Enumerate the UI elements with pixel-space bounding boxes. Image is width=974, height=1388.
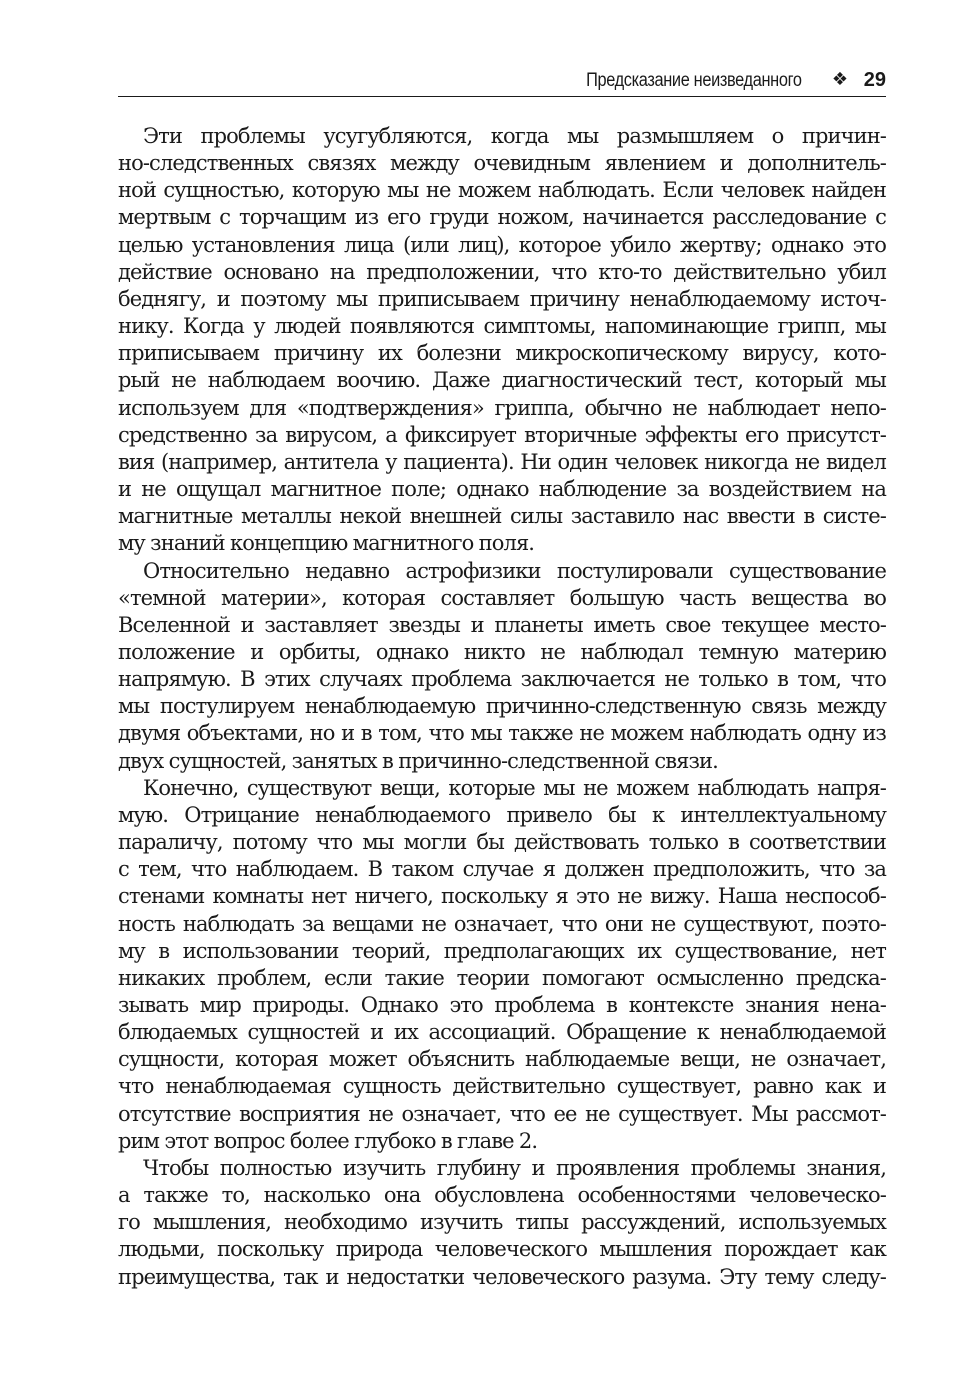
text-line: сущности, которая может объяснить наблюдаемые вещи, не означает,	[118, 1047, 886, 1072]
text-line: рим этот вопрос более глубоко в главе 2.	[118, 1128, 538, 1153]
body-text	[118, 123, 886, 1291]
text-line: ной сущностью, которую мы не можем наблюдать. Если человек найден	[118, 178, 886, 203]
text-line: стенами комнаты нет ничего, поскольку я это не вижу. Наша неспособ-	[118, 884, 886, 909]
text-line: Относительно недавно астрофизики постулировали существование	[143, 558, 886, 583]
text-line: му знаний концепцию магнитного поля.	[118, 531, 535, 556]
text-line: что ненаблюдаемая сущность действительно существует, равно как и	[118, 1074, 886, 1099]
text-line: ность наблюдать за вещами не означает, что они не существуют, поэто-	[118, 911, 886, 936]
ornament-icon: ❖	[831, 69, 848, 89]
text-line: вия (например, антитела у пациента). Ни один человек никогда не видел	[118, 449, 886, 474]
paragraph	[118, 123, 886, 558]
text-line: нику. Когда у людей появляются симптомы, напоминающие грипп, мы	[118, 314, 886, 339]
text-line: Вселенной и заставляет звезды и планеты иметь свое текущее место-	[118, 612, 886, 637]
text-line: и не ощущал магнитное поле; однако наблюдение за воздействием на	[118, 477, 886, 502]
running-title: Предсказание неизведанного	[586, 70, 802, 91]
text-line: двух сущностей, занятых в причинно-следственной связи.	[118, 748, 718, 773]
page-number: 29	[863, 69, 886, 91]
text-line: мую. Отрицание ненаблюдаемого привело бы к интеллектуальному	[118, 802, 886, 827]
text-line: а также то, насколько она обусловлена особенностями человеческо-	[118, 1183, 886, 1208]
paragraph	[118, 775, 886, 1155]
text-line: действие основано на предположении, что кто-то действительно убил	[118, 259, 886, 284]
text-line: Конечно, существуют вещи, которые мы не можем наблюдать напря-	[143, 775, 886, 800]
text-line: положение и орбиты, однако никто не наблюдал темную материю	[118, 639, 886, 664]
text-line: параличу, потому что мы могли бы действовать только в соответствии	[118, 830, 886, 855]
text-line: мы постулируем ненаблюдаемую причинно-следственную связь между	[118, 694, 886, 719]
text-line: отсутствие восприятия не означает, что ее не существует. Мы рассмот-	[118, 1101, 886, 1126]
paragraph	[118, 558, 886, 775]
text-line: приписываем причину их болезни микроскопическому вирусу, кото-	[118, 341, 886, 366]
text-line: используем для «подтверждения» гриппа, обычно не наблюдает непо-	[118, 395, 886, 420]
text-line: магнитные металлы некой внешней силы заставило нас ввести в систе-	[118, 504, 886, 529]
text-line: блюдаемых сущностей и их ассоциаций. Обращение к ненаблюдаемой	[118, 1020, 886, 1045]
text-line: го мышления, необходимо изучить типы рассуждений, используемых	[118, 1210, 886, 1235]
text-line: Эти проблемы усугубляются, когда мы размышляем о причин-	[143, 124, 886, 148]
text-line: му в использовании теорий, предполагающих их существование, нет	[118, 938, 886, 963]
text-line: преимущества, так и недостатки человеческого разума. Эту тему следу-	[118, 1264, 886, 1289]
text-line: людьми, поскольку природа человеческого мышления порождает как	[118, 1237, 886, 1262]
text-line: напрямую. В этих случаях проблема заключается не только в том, что	[118, 667, 886, 692]
text-line: целью установления лица (или лиц), которое убило жертву; однако это	[118, 232, 886, 257]
text-line: зывать мир природы. Однако это проблема в контексте знания нена-	[118, 993, 886, 1017]
paragraph	[118, 1155, 886, 1291]
running-header	[118, 68, 886, 97]
text-line: но-следственных связях между очевидным явлением и дополнитель-	[118, 151, 886, 176]
text-line: мертвым с торчащим из его груди ножом, начинается расследование с	[118, 205, 886, 230]
text-line: беднягу, и поэтому мы приписываем причину ненаблюдаемому источ-	[118, 286, 886, 311]
text-line: с тем, что наблюдаем. В таком случае я должен предположить, что за	[118, 857, 886, 882]
text-line: «темной материи», которая составляет большую часть вещества во	[118, 585, 886, 610]
text-line: двумя объектами, но и в том, что мы также не можем наблюдать одну из	[118, 721, 886, 746]
text-line: никаких проблем, если такие теории помогают осмысленно предска-	[118, 965, 886, 990]
text-line: средственно за вирусом, а фиксирует вторичные эффекты его присутст-	[118, 422, 886, 447]
text-line: рый не наблюдаем воочию. Даже диагностический тест, который мы	[118, 368, 886, 393]
text-line: Чтобы полностью изучить глубину и проявления проблемы знания,	[143, 1155, 886, 1180]
